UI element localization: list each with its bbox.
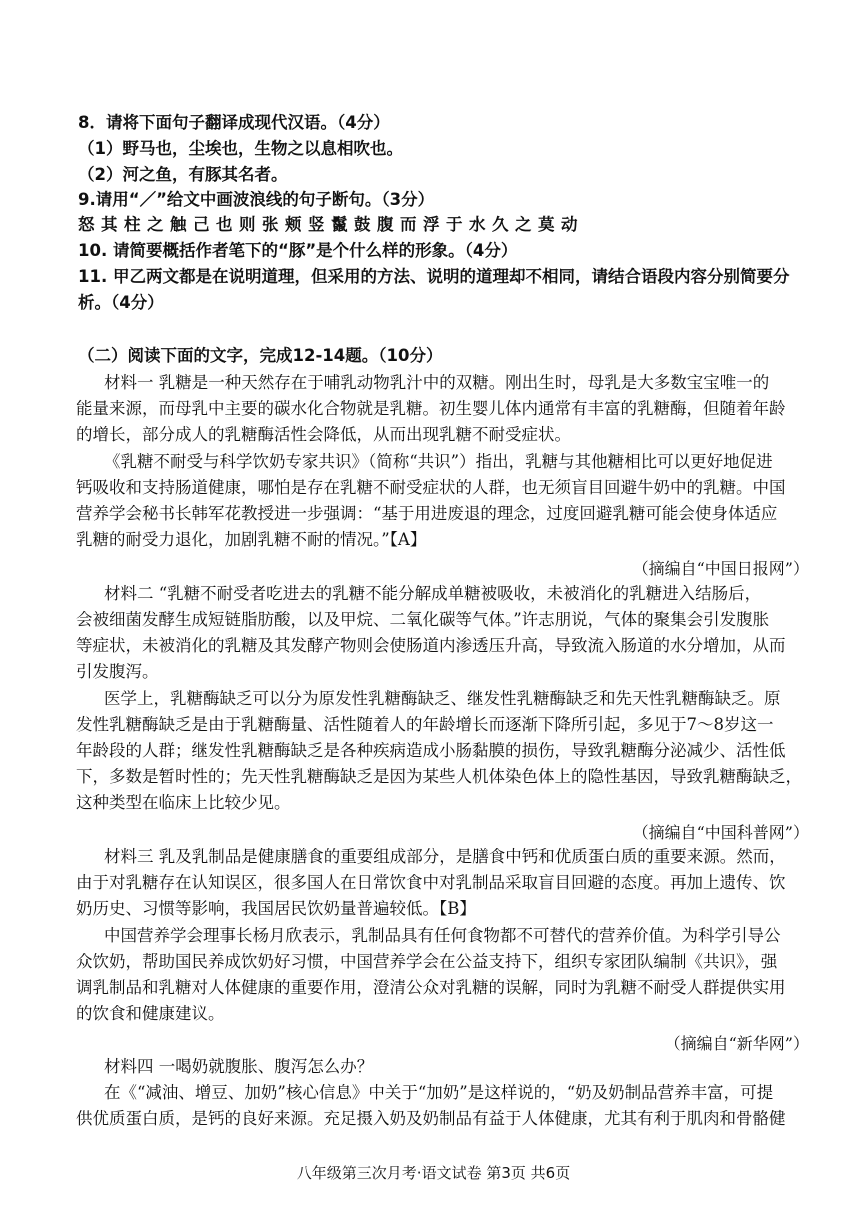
page-footer: 八年级第三次月考·语文试卷 第3页 共6页 <box>296 1164 571 1182</box>
material-1-line: 的增长，部分成人的乳糖酶活性会降低，从而出现乳糖不耐受症状。 <box>76 425 571 444</box>
material-2-line: 引发腹泻。 <box>76 662 159 681</box>
material-2-line: 会被细菌发酵生成短链脂肪酸，以及甲烷、二氧化碳等气体。”许志朋说，气体的聚集会引发腹胀 <box>76 610 770 629</box>
material-3-line: 由于对乳糖存在认知误区，很多国人在日常饮食中对乳制品采取盲目回避的态度。再加上遗传、饮 <box>76 873 786 892</box>
material-1-source: （摘编自“中国日报网”） <box>632 559 809 578</box>
question-9: 9.请用“／”给文中画波浪线的句子断句。（3分） <box>78 190 435 209</box>
material-4-line: 在《“减油、增豆、加奶”核心信息》中关于“加奶”是这样说的，“奶及奶制品营养丰富，可提 <box>104 1083 774 1102</box>
material-2-line: 等症状，未被消化的乳糖及其发酵产物则会使肠道内渗透压升高，导致流入肠道的水分增加，从而 <box>76 636 786 655</box>
material-1-line: 能量来源，而母乳中主要的碳水化合物就是乳糖。初生婴儿体内通常有丰富的乳糖酶，但随着年龄 <box>76 399 786 418</box>
material-1-line: 营养学会秘书长韩军花教授进一步强调：“基于用进废退的理念，过度回避乳糖可能会使身体适应 <box>76 504 778 523</box>
material-2-line: 年龄段的人群；继发性乳糖酶缺乏是各种疾病造成小肠黏膜的损伤，导致乳糖酶分泌减少、活性低 <box>76 741 786 760</box>
material-1-line: 材料一 乳糖是一种天然存在于哺乳动物乳汁中的双糖。刚出生时，母乳是大多数宝宝唯一的 <box>104 373 770 392</box>
material-3-line: 奶历史、习惯等影响，我国居民饮奶量普遍较低。【B】 <box>76 899 476 918</box>
section-2-heading: （二）阅读下面的文字，完成12-14题。（10分） <box>78 346 443 365</box>
question-8-item-1: （1）野马也，尘埃也，生物之以息相吹也。 <box>78 139 403 158</box>
material-3-line: 中国营养学会理事长杨月欣表示，乳制品具有任何食物都不可替代的营养价值。为科学引导公 <box>104 926 781 945</box>
material-3-line: 材料三 乳及乳制品是健康膳食的重要组成部分，是膳食中钙和优质蛋白质的重要来源。然而， <box>104 847 786 866</box>
material-1-line: 《乳糖不耐受与科学饮奶专家共识》（简称“共识”）指出，乳糖与其他糖相比可以更好地促进 <box>104 452 773 471</box>
material-1-line: 钙吸收和支持肠道健康，哪怕是存在乳糖不耐受症状的人群，也无须盲目回避牛奶中的乳糖。中国 <box>76 478 786 497</box>
material-2-source: （摘编自“中国科普网”） <box>632 823 809 842</box>
material-3-line: 调乳制品和乳糖对人体健康的重要作用，澄清公众对乳糖的误解，同时为乳糖不耐受人群提供实用 <box>76 978 786 997</box>
material-2-line: 材料二 “乳糖不耐受者吃进去的乳糖不能分解成单糖被吸收，未被消化的乳糖进入结肠后， <box>104 584 762 603</box>
question-10: 10. 请简要概括作者笔下的“豚”是个什么样的形象。（4分） <box>78 241 518 260</box>
material-3-source: （摘编自“新华网”） <box>664 1034 809 1053</box>
question-11-line-2: 析。（4分） <box>78 293 164 312</box>
question-8-item-2: （2）河之鱼，有豚其名者。 <box>78 165 288 184</box>
material-2-line: 下，多数是暂时性的；先天性乳糖酶缺乏是因为某些人机体染色体上的隐性基因，导致乳糖酶缺乏， <box>76 767 802 786</box>
question-9-passage: 怒其柱之触己也则张颊竖鬣鼓腹而浮于水久之莫动 <box>78 215 584 234</box>
material-3-line: 的饮食和健康建议。 <box>76 1004 225 1023</box>
material-4-title: 材料四 一喝奶就腹胀、腹泻怎么办？ <box>104 1057 374 1076</box>
material-2-line: 这种类型在临床上比较少见。 <box>76 793 291 812</box>
material-3-line: 众饮奶，帮助国民养成饮奶好习惯，中国营养学会在公益支持下，组织专家团队编制《共识》，强 <box>76 952 778 971</box>
material-2-line: 发性乳糖酶缺乏是由于乳糖酶量、活性随着人的年龄增长而逐渐下降所引起，多见于7～8岁这一 <box>76 715 774 734</box>
material-2-line: 医学上，乳糖酶缺乏可以分为原发性乳糖酶缺乏、继发性乳糖酶缺乏和先天性乳糖酶缺乏。原 <box>104 689 781 708</box>
material-4-line: 供优质蛋白质，是钙的良好来源。充足摄入奶及奶制品有益于人体健康，尤其有利于肌肉和骨骼健 <box>76 1109 786 1128</box>
material-1-line: 乳糖的耐受力退化，加剧乳糖不耐的情况。”【A】 <box>76 530 427 549</box>
question-11-line-1: 11. 甲乙两文都是在说明道理，但采用的方法、说明的道理却不相同，请结合语段内容分别简要分 <box>78 267 790 286</box>
question-8: 8．请将下面句子翻译成现代汉语。（4分） <box>78 113 390 132</box>
